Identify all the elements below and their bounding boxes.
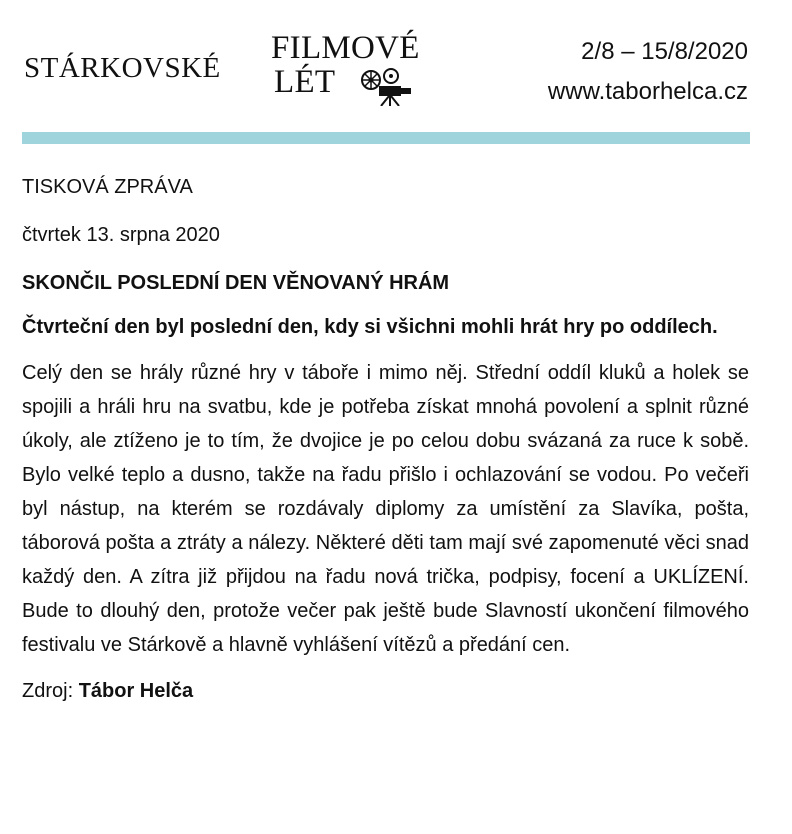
festival-dates: 2/8 – 15/8/2020 bbox=[581, 38, 748, 65]
website-link[interactable]: www.taborhelca.cz bbox=[547, 78, 748, 105]
header-divider bbox=[22, 132, 750, 144]
article-lead: Čtvrteční den byl poslední den, kdy si všichni mohli hrát hry po oddílech. bbox=[22, 316, 718, 338]
release-date: čtvrtek 13. srpna 2020 bbox=[22, 224, 220, 246]
source-name: Tábor Helča bbox=[78, 680, 194, 702]
film-projector-icon bbox=[359, 66, 419, 106]
press-release bbox=[22, 170, 749, 708]
page-header bbox=[0, 0, 792, 150]
logo-text-right-top: FILMOVÉ bbox=[271, 30, 420, 66]
article-headline: SKONČIL POSLEDNÍ DEN VĚNOVANÝ HRÁM bbox=[22, 272, 450, 294]
article-body: Celý den se hrály různé hry v táboře i mimo něj. Střední oddíl kluků a holek se spojili a hráli hru na svatbu, kde je potřeba získat mnohá povolení a splnit různé úkoly, ale ztíženo je to tím, že dvojice je po celou dobu svázaná za ruce k sobě. Bylo velké teplo a dusno, takže na řadu přišlo i ochlazování se vodou. Po večeři byl nástup, na kterém se rozdávaly diplomy za umístění za Slavíka, pošta, táborová pošta a ztráty a nálezy. Některé děti tam mají své zapomenuté věci snad každý den. A zítra již přijdou na řadu nová trička, podpisy, focení a UKLÍZENÍ. Bude to dlouhý den, protože večer pak ještě bude Slavností ukončení filmového festivalu ve Stárkově a hlavně vyhlášení vítězů a předání cen. bbox=[22, 362, 749, 656]
logo-text-left: STÁRKOVSKÉ bbox=[24, 52, 221, 84]
source-label: Zdroj: bbox=[22, 680, 74, 702]
festival-logo bbox=[24, 30, 444, 106]
header-info bbox=[548, 32, 748, 112]
article-source bbox=[22, 674, 749, 708]
press-release-label: TISKOVÁ ZPRÁVA bbox=[22, 176, 193, 198]
logo-text-right-bottom: LÉT bbox=[274, 64, 336, 100]
